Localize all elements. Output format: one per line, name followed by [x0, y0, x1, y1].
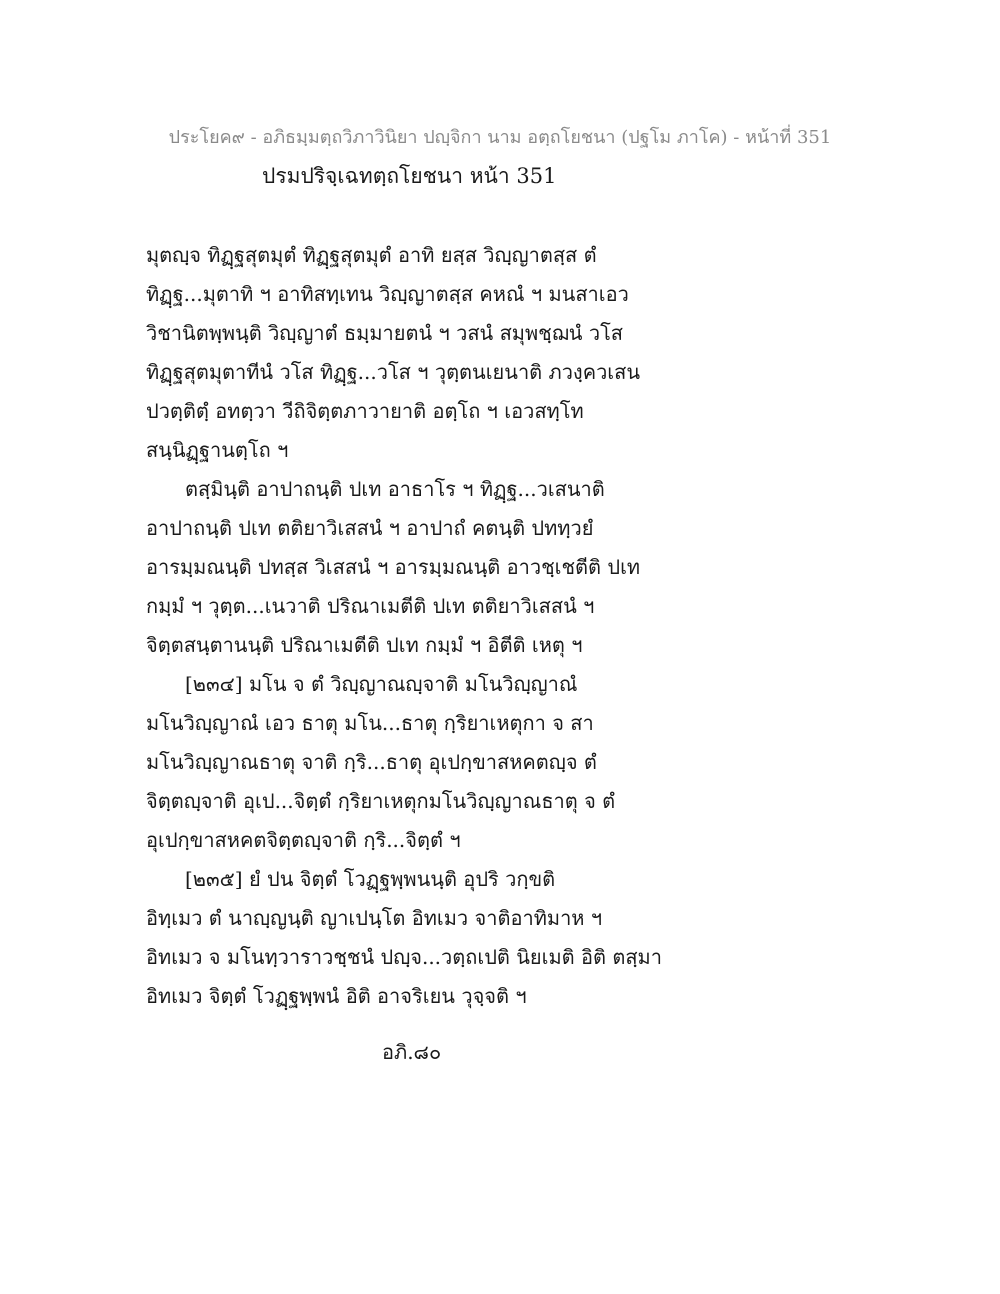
body-text: [146, 236, 666, 1016]
running-header: ประโยค๙ - อภิธมฺมตฺถวิภาวินิยา ปญฺจิกา นาม อตฺถโยชนา (ปฐโม ภาโค) - หน้าที่ 351: [168, 127, 832, 148]
text-line: ทิฏฺฐสุตมุตาทีนํ วโส ทิฏฺฐ...วโส ฯ วุตฺตนเยนาติ ภวงฺควเสน: [146, 360, 641, 384]
text-line: สนฺนิฏฺฐานตฺโถ ฯ: [146, 438, 289, 462]
text-line: มโนวิญฺญาณธาตุ จาติ กฺริ...ธาตุ อุเปกฺขาสหคตญฺจ ตํ: [146, 750, 597, 774]
text-line: อิทฺเมว ตํ นาญฺญนฺติ ญาเปนฺโต อิทเมว จาติอาทิมาห ฯ: [146, 906, 603, 930]
text-line: อิทเมว จ มโนทฺวาราวชฺชนํ ปญฺจ...วตฺถเปติ นิยเมติ อิติ ตสฺมา: [146, 945, 662, 969]
text-line: [๒๓๔] มโน จ ตํ วิญฺญาณญฺจาติ มโนวิญฺญาณํ: [185, 672, 578, 696]
text-line: อุเปกฺขาสหคตจิตฺตญฺจาติ กฺริ...จิตฺตํ ฯ: [146, 828, 461, 852]
text-line: มโนวิญฺญาณํ เอว ธาตุ มโน...ธาตุ กฺริยาเหตุกา จ สา: [146, 711, 594, 735]
text-line: อารมฺมณนฺติ ปทสฺส วิเสสนํ ฯ อารมฺมณนฺติ อาวชฺเชตีติ ปเท: [146, 555, 641, 579]
text-line: ตสฺมินฺติ อาปาถนฺติ ปเท อาธาโร ฯ ทิฏฺฐ...วเสนาติ: [185, 477, 605, 501]
page-title: ปรมปริจฺเฉทตฺถโยชนา หน้า 351: [262, 164, 557, 188]
page-footer-signature: อภิ.๘๐: [382, 1040, 442, 1064]
text-line: ทิฏฺฐ...มุตาทิ ฯ อาทิสทฺเทน วิญฺญาตสฺส คหณํ ฯ มนสาเอว: [146, 282, 629, 306]
text-line: อาปาถนฺติ ปเท ตติยาวิเสสนํ ฯ อาปาถํ คตนฺติ ปททฺวยํ: [146, 516, 594, 540]
text-line: ปวตฺติตฺํ อทตฺวา วีถิจิตฺตภาวายาติ อตฺโถ ฯ เอวสทฺโท: [146, 399, 584, 423]
text-line: มุตญฺจ ทิฏฺฐสุตมุตํ ทิฏฺฐสุตมุตํ อาทิ ยสฺส วิญฺญาตสฺส ตํ: [146, 243, 597, 267]
text-line: กมฺมํ ฯ วุตฺต...เนวาติ ปริณาเมตีติ ปเท ตติยาวิเสสนํ ฯ: [146, 594, 595, 618]
text-line: จิตฺตสนฺตานนฺติ ปริณาเมตีติ ปเท กมฺมํ ฯ อิตีติ เหตุ ฯ: [146, 633, 583, 657]
text-line: จิตฺตญฺจาติ อุเป...จิตฺตํ กฺริยาเหตุกมโนวิญฺญาณธาตุ จ ตํ: [146, 789, 616, 813]
text-line: อิทเมว จิตฺตํ โวฏฺฐพฺพนํ อิติ อาจริเยน วุจฺจติ ฯ: [146, 984, 527, 1008]
text-line: [๒๓๕] ยํ ปน จิตฺตํ โวฏฺฐพฺพนนฺติ อุปริ วกฺขติ: [185, 867, 556, 891]
text-line: วิชานิตพฺพนฺติ วิญฺญาตํ ธมฺมายตนํ ฯ วสนํ สมุพชฺฌนํ วโส: [146, 321, 624, 345]
